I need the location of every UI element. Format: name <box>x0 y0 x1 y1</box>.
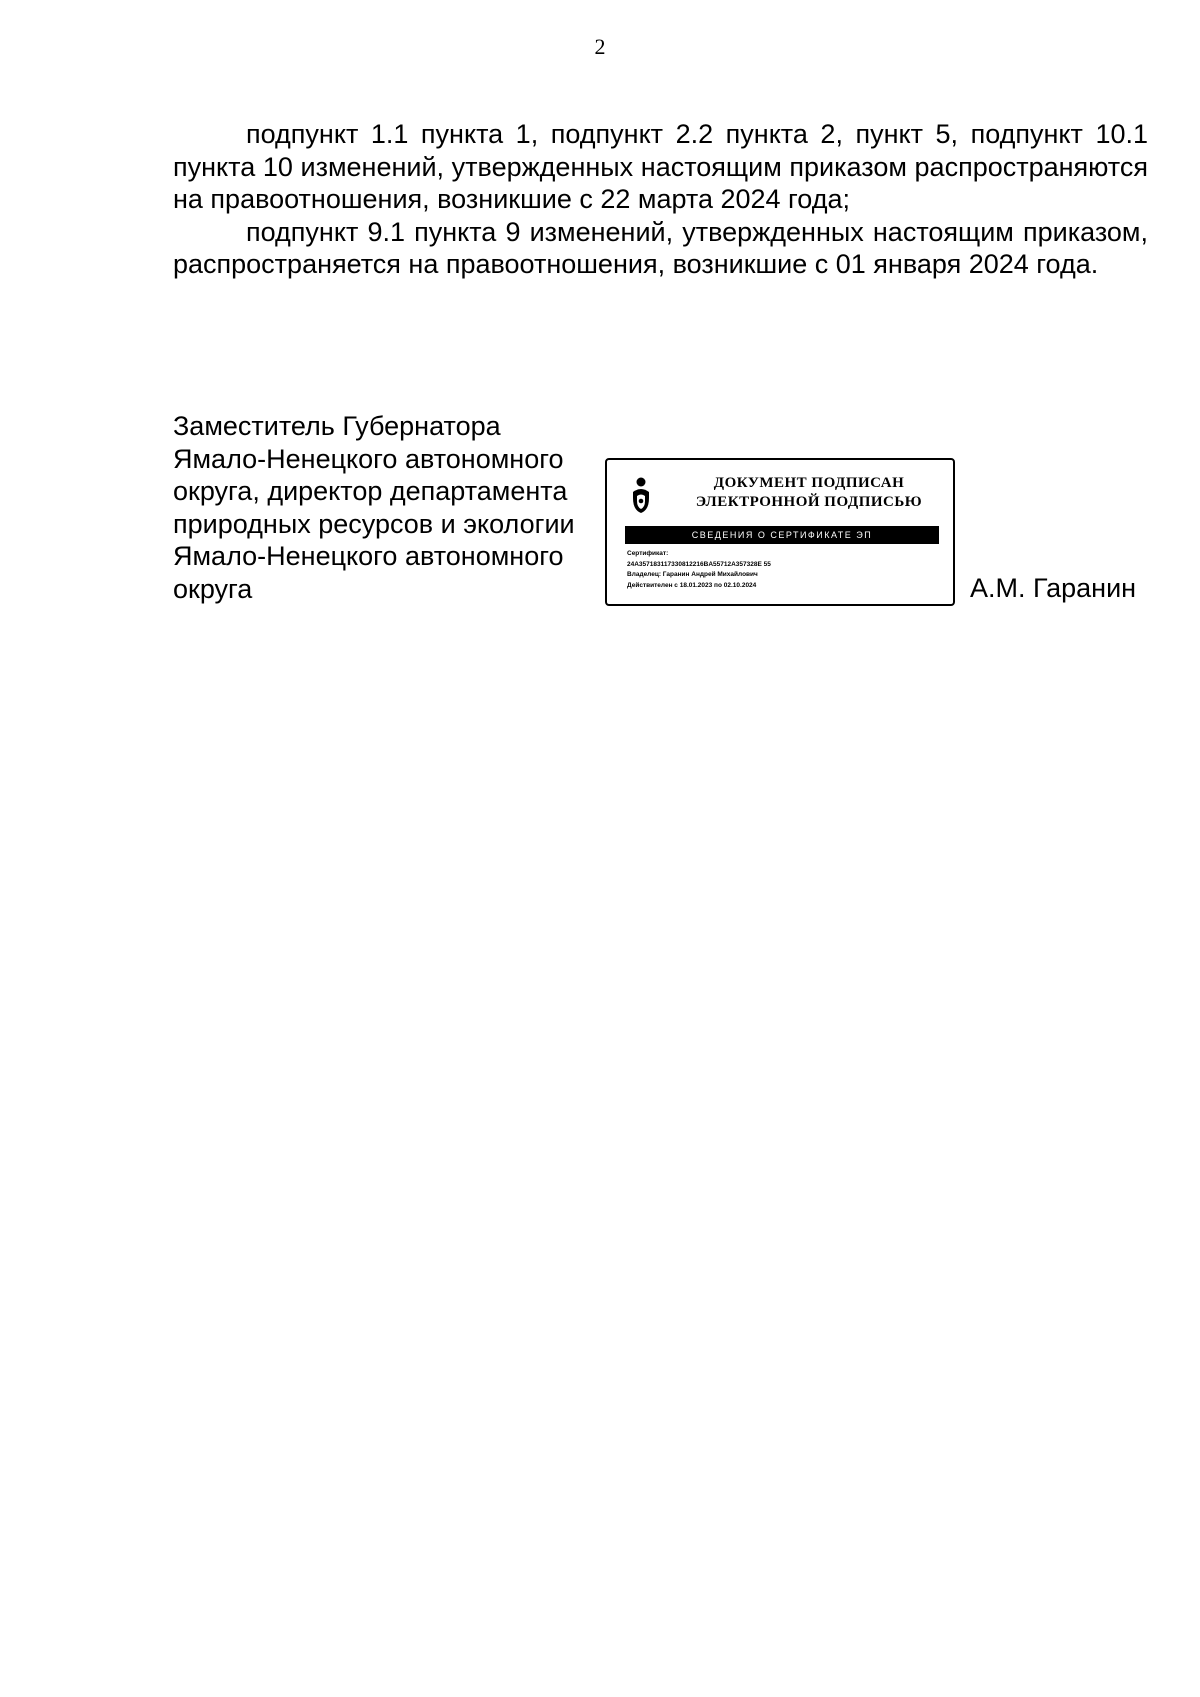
paragraph: подпункт 1.1 пункта 1, подпункт 2.2 пункта 2, пункт 5, подпункт 10.1 пункта 10 изменений, утвержденных настоящим приказом распространяются на правоотношения, возникшие с 22 марта 2024 года; <box>173 119 1148 214</box>
certificate-info-bar: СВЕДЕНИЯ О СЕРТИФИКАТЕ ЭП <box>625 526 939 544</box>
coat-of-arms-icon <box>627 476 655 516</box>
certificate-label: Сертификат: <box>627 550 669 557</box>
position-line: Заместитель Губернатора <box>173 411 501 441</box>
body-text <box>173 118 1148 281</box>
position-line: природных ресурсов и экологии <box>173 508 575 539</box>
position-line: Ямало-Ненецкого автономного <box>173 443 564 474</box>
paragraph: подпункт 9.1 пункта 9 изменений, утвержденных настоящим приказом, распространяется на правоотношения, возникшие с 01 января 2024 года. <box>173 216 1148 279</box>
page-number: 2 <box>594 34 606 59</box>
stamp-title-line: ЭЛЕКТРОННОЙ ПОДПИСЬЮ <box>695 494 923 510</box>
certificate-validity: Действителен с 18.01.2023 по 02.10.2024 <box>627 581 757 589</box>
certificate-details <box>627 549 947 591</box>
position-line: Ямало-Ненецкого автономного <box>173 541 564 571</box>
certificate-owner: Владелец: Гаранин Андрей Михайлович <box>627 571 758 578</box>
stamp-title-line: ДОКУМЕНТ ПОДПИСАН <box>713 475 905 491</box>
position-line: округа, директор департамента <box>173 476 568 506</box>
stamp-title <box>673 474 945 512</box>
electronic-signature-stamp <box>605 458 955 606</box>
position-line: округа <box>173 573 253 604</box>
signatory-position <box>173 410 603 605</box>
certificate-serial: 24A357183117330812216BA55712A357328E 55 <box>627 560 771 568</box>
signer-name: А.М. Гаранин <box>970 573 1137 603</box>
